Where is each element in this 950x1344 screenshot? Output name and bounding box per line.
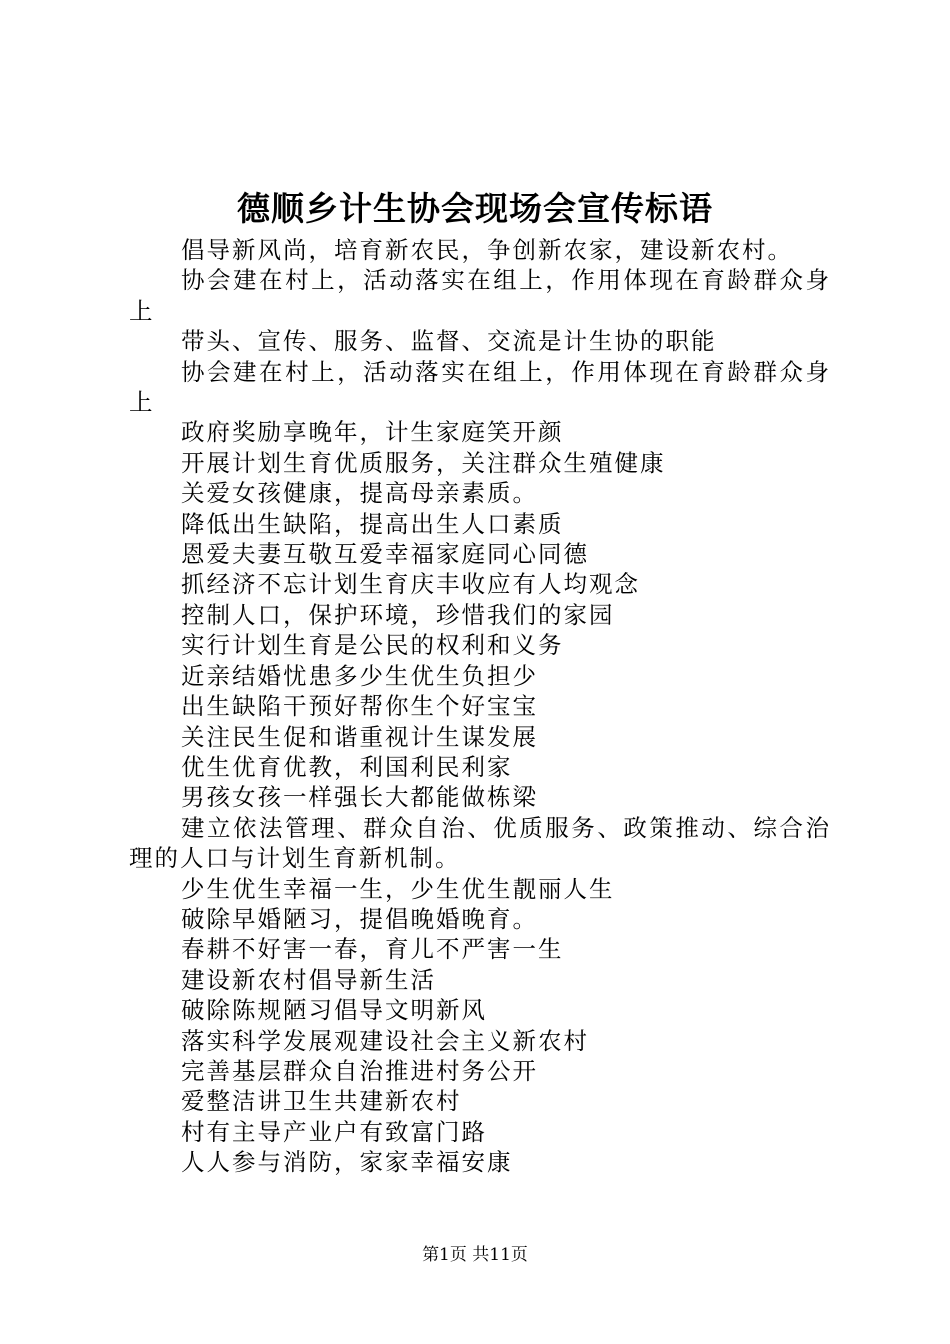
slogan-line: 落实科学发展观建设社会主义新农村 (181, 1026, 589, 1055)
slogan-line: 人人参与消防，家家幸福安康 (181, 1148, 513, 1177)
slogan-list (129, 235, 831, 1178)
slogan-line: 协会建在村上，活动落实在组上，作用体现在育龄群众身上 (129, 266, 831, 325)
slogan-line: 完善基层群众自治推进村务公开 (181, 1056, 538, 1085)
slogan-line: 恩爱夫妻互敬互爱幸福家庭同心同德 (181, 540, 589, 569)
slogan-line: 爱整洁讲卫生共建新农村 (181, 1087, 462, 1116)
slogan-line: 倡导新风尚，培育新农民，争创新农家，建设新农村。 (181, 236, 793, 264)
slogan-line: 优生优育优教，利国利民利家 (181, 752, 513, 781)
slogan-line: 建设新农村倡导新生活 (181, 965, 436, 994)
slogan-line: 协会建在村上，活动落实在组上，作用体现在育龄群众身上 (129, 357, 831, 417)
page-number-footer: 第1页 共11页 (422, 1245, 528, 1265)
slogan-line: 控制人口，保护环境，珍惜我们的家园 (181, 600, 615, 629)
slogan-line: 男孩女孩一样强长大都能做栋梁 (181, 783, 538, 812)
slogan-line: 带头、宣传、服务、监督、交流是计生协的职能 (181, 327, 717, 356)
slogan-line: 近亲结婚忧患多少生优生负担少 (181, 661, 538, 690)
slogan-line: 开展计划生育优质服务，关注群众生殖健康 (181, 448, 666, 477)
slogan-line: 破除陈规陋习倡导文明新风 (181, 996, 487, 1025)
document-title: 德顺乡计生协会现场会宣传标语 (237, 189, 713, 228)
slogan-line: 村有主导产业户有致富门路 (181, 1117, 487, 1146)
slogan-line: 降低出生缺陷，提高出生人口素质 (181, 509, 564, 538)
slogan-line: 出生缺陷干预好帮你生个好宝宝 (181, 692, 538, 721)
slogan-line: 关爱女孩健康，提高母亲素质。 (181, 479, 538, 508)
slogan-line: 春耕不好害一春，育儿不严害一生 (181, 935, 564, 964)
slogan-line: 政府奖励享晚年，计生家庭笑开颜 (181, 418, 564, 447)
slogan-line: 抓经济不忘计划生育庆丰收应有人均观念 (181, 570, 640, 599)
slogan-line: 实行计划生育是公民的权利和义务 (181, 631, 564, 660)
slogan-line: 关注民生促和谐重视计生谋发展 (181, 722, 538, 751)
slogan-line: 少生优生幸福一生，少生优生靓丽人生 (181, 874, 615, 903)
slogan-line: 建立依法管理、群众自治、优质服务、政策推动、综合治理的人口与计划生育新机制。 (129, 813, 831, 873)
slogan-line: 破除早婚陋习，提倡晚婚晚育。 (181, 904, 538, 933)
